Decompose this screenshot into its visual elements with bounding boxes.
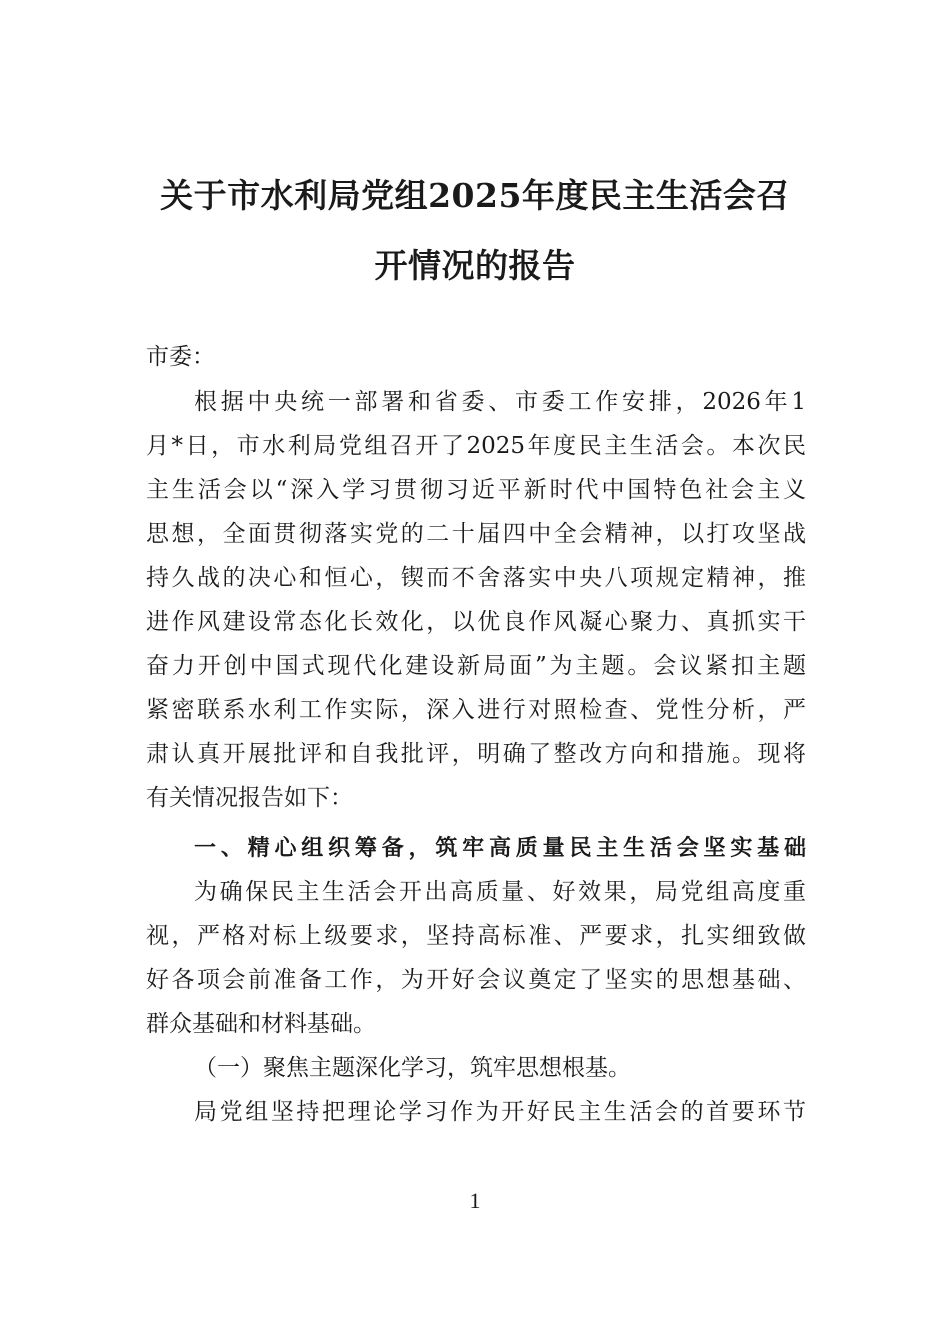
paragraph-line: 群众基础和材料基础。 (146, 1011, 376, 1037)
paragraph-line: 好各项会前准备工作，为开好会议奠定了坚实的思想基础、 (146, 967, 806, 993)
paragraph-line: 紧密联系水利工作实际，深入进行对照检查、党性分析，严 (146, 697, 806, 723)
document-title-line-2: 开情况的报告 (374, 246, 576, 285)
paragraph-line: 有关情况报告如下： (146, 785, 353, 811)
page-number: 1 (469, 1188, 481, 1213)
paragraph-line: 局党组坚持把理论学习作为开好民主生活会的首要环节 (194, 1099, 806, 1125)
paragraph-line: 奋力开创中国式现代化建设新局面”为主题。会议紧扣主题 (146, 653, 806, 679)
section-heading: 一、精心组织筹备，筑牢高质量民主生活会坚实基础 (194, 836, 806, 861)
paragraph-line: 视，严格对标上级要求，坚持高标准、严要求，扎实细致做 (146, 923, 806, 949)
salutation: 市委： (146, 344, 215, 370)
paragraph-line: 为确保民主生活会开出高质量、好效果，局党组高度重 (194, 879, 806, 905)
paragraph-line: 肃认真开展批评和自我批评，明确了整改方向和措施。现将 (146, 741, 806, 767)
document-title-line-1: 关于市水利局党组2025年度民主生活会召 (160, 176, 790, 215)
paragraph-line: 思想，全面贯彻落实党的二十届四中全会精神，以打攻坚战 (146, 521, 806, 547)
paragraph-line: 主生活会以“深入学习贯彻习近平新时代中国特色社会主义 (146, 477, 806, 503)
paragraph-line: 持久战的决心和恒心，锲而不舍落实中央八项规定精神，推 (146, 565, 806, 591)
paragraph-line: 月*日，市水利局党组召开了2025年度民主生活会。本次民 (146, 433, 806, 459)
paragraph-line: 进作风建设常态化长效化，以优良作风凝心聚力、真抓实干 (146, 609, 806, 635)
paragraph-line: 根据中央统一部署和省委、市委工作安排，2026年1 (194, 389, 806, 415)
subsection-heading: （一）聚焦主题深化学习，筑牢思想根基。 (194, 1055, 631, 1081)
